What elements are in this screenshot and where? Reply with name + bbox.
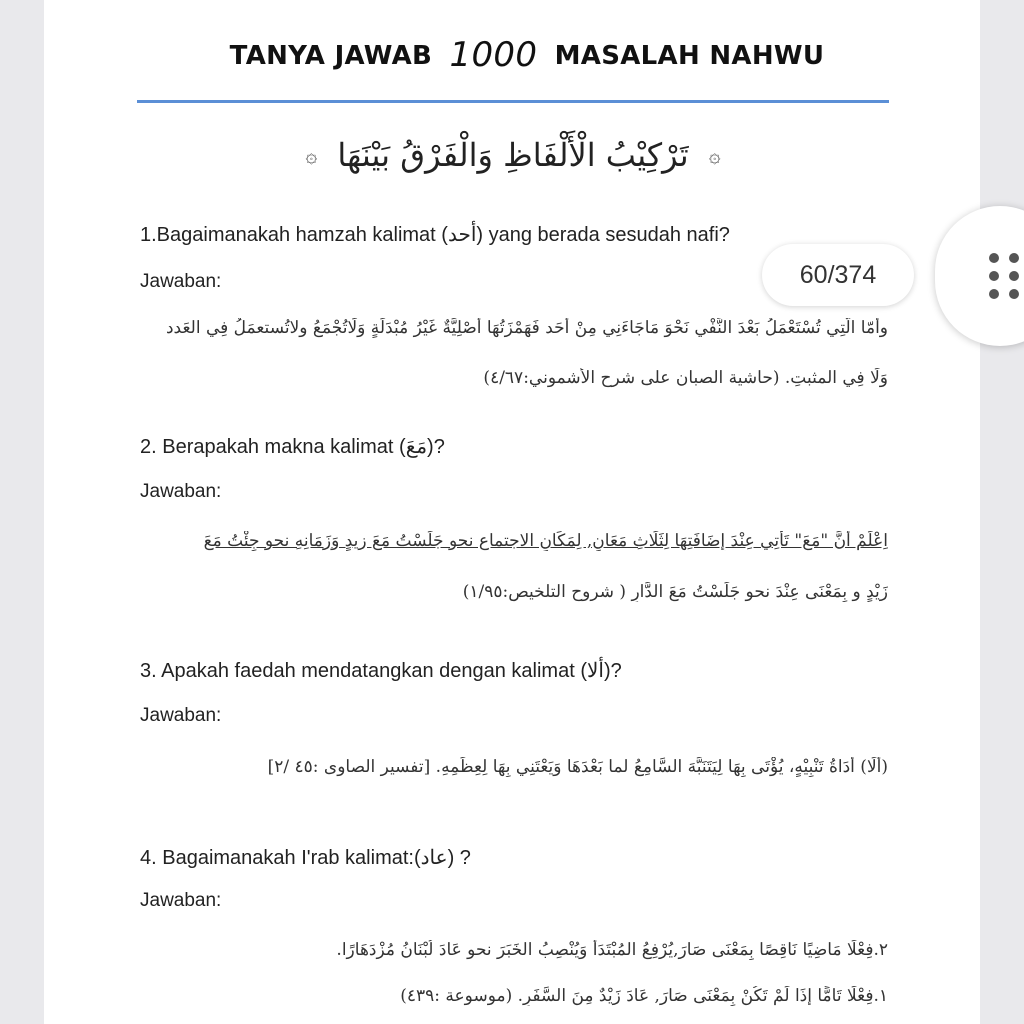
- question-2: 2. Berapakah makna kalimat (مَعَ)?: [140, 436, 445, 458]
- answer-label-1: Jawaban:: [140, 271, 222, 292]
- answer-4-line-1: ٢.فِعْلًا مَاضِيًا نَاقِصًا بِمَعْنَى صَارَ,يُرْفِعُ المُبْتَدَأَ وَيُنْصِبُ الخَبَرَ نحو عَادَ لُبْنَانُ مُزْدَهَارًا.: [336, 940, 888, 960]
- document-title: [44, 33, 1010, 73]
- section-heading: [137, 136, 889, 174]
- answer-2-line-2: زَيْدٍ و بِمَعْنَى عِنْدَ نحو جَلَسْتُ مَعَ الدَّارِ ( شروح التلخيص:١/٩٥): [462, 582, 888, 602]
- answer-4-line-2: ١.فِعْلًا تَامًّا إذَا لَمْ تَكُنْ بِمَعْنَى صَارَ, عَادَ زَيْدٌ مِنَ السَّفَرِ. (موسوعة :٤٣٩): [400, 986, 888, 1006]
- ornament-icon: ۞: [708, 143, 721, 167]
- answer-1-line-1: وأمّا الّتِي تُسْتَعْمَلُ بَعْدَ النَّفْي نَحْوَ مَاجَاءَنِي مِنْ أَحَد فَهَمْزَتُهَا أَصْلِيَّةٌ غَيْرُ مُبْدَلَةٍ وَلَاتُجْمَعُ ولاتُستعمَلُ فِي العَدد: [165, 318, 888, 338]
- title-number: 1000: [449, 35, 538, 75]
- page-counter: 60/374: [762, 244, 914, 306]
- drag-handle-icon: [989, 253, 1019, 299]
- question-4: 4. Bagaimanakah I'rab kalimat:(عاد) ?: [140, 847, 471, 869]
- title-right: MASALAH NAHWU: [554, 41, 825, 71]
- answer-2-line-1: [128, 531, 888, 551]
- section-heading-text: تَرْكِيْبُ الْأَلْفَاظِ وَالْفَرْقُ بَيْنَهَا: [337, 136, 689, 174]
- ornament-icon: ۞: [305, 143, 318, 167]
- answer-1-line-2: وَلَا فِي المثبتِ. (حاشية الصبان على شرح الأشموني:٤/٦٧): [483, 368, 888, 388]
- question-1: 1.Bagaimanakah hamzah kalimat (أحد) yang berada sesudah nafi?: [140, 224, 730, 246]
- answer-label-2: Jawaban:: [140, 481, 222, 502]
- title-divider: [137, 100, 889, 103]
- answer-3-line-1: (أَلَا) أَدَاةُ تَنْبِيْهٍ، يُؤْتَى بِهَا لِيَتَنَبَّهَ السَّامِعُ لما بَعْدَهَا وَيَعْتَنِي بِهَا لِعِظَمِهِ. [تفسير الصاوى :٤٥ /٢]: [267, 757, 888, 777]
- answer-label-3: Jawaban:: [140, 705, 222, 726]
- answer-label-4: Jawaban:: [140, 890, 222, 911]
- title-left: TANYA JAWAB: [229, 41, 433, 71]
- underlined-text: اِعْلَمْ أَنَّ "مَعَ" تَأْتِي عِنْدَ إِضَافَتِهَا لِثَلَاثِ مَعَانٍ, لِمَكَانِ الاجتماعِ نحو جَلَسْتُ مَعَ زيدٍ وَزَمَانِهِ نحو جِئْتُ مَعَ: [203, 531, 888, 551]
- document-page: [44, 0, 980, 1024]
- question-3: 3. Apakah faedah mendatangkan dengan kalimat (ألا)?: [140, 660, 622, 682]
